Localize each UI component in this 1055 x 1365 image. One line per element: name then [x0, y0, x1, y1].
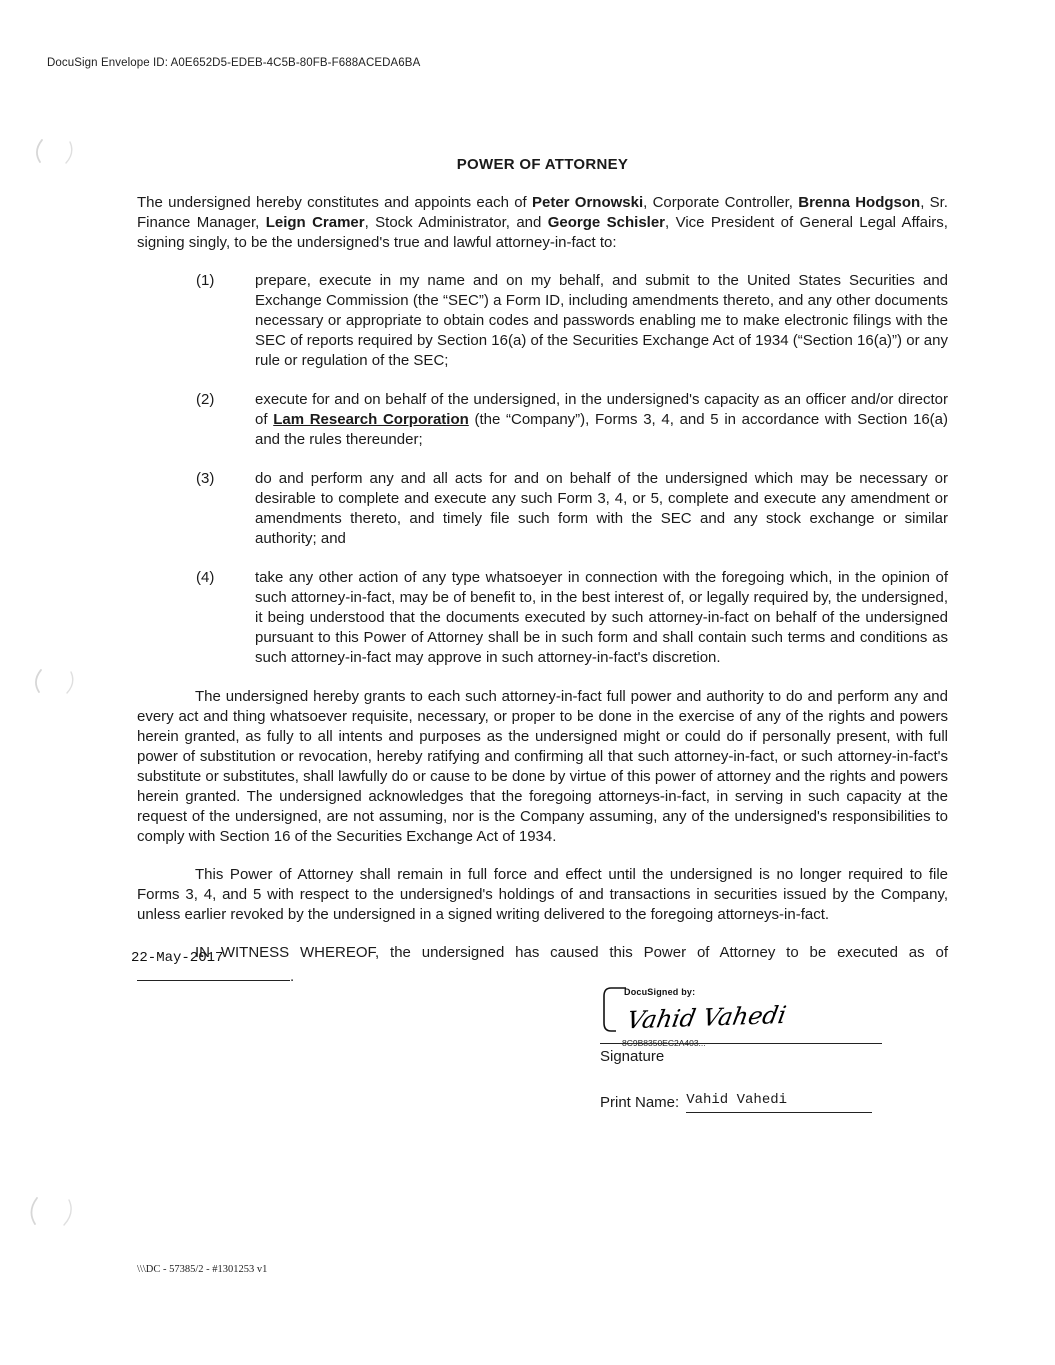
list-item: [137, 469, 948, 549]
scan-artifact: [30, 136, 76, 166]
page-title: POWER OF ATTORNEY: [456, 156, 629, 173]
list-item-number: (2): [196, 391, 215, 408]
list-item-text: do and perform any and all acts for and on behalf of the undersigned which may be necessary or desirable to complete and execute any such Form 3, 4, or 5, complete and execute any amendment or amendments thereto, and timely file such form with the SEC and any stock exchange or similar authority; and: [255, 470, 948, 547]
signature-label: Signature: [600, 1048, 665, 1065]
print-name-label: Print Name:: [600, 1094, 680, 1111]
scan-artifact: [24, 1194, 76, 1228]
docusign-envelope-id: DocuSign Envelope ID: A0E652D5-EDEB-4C5B-80FB-F688ACEDA6BA: [47, 57, 421, 69]
list-item-number: (3): [196, 470, 215, 487]
list-item-number: (4): [196, 569, 215, 586]
docusign-stamp: [600, 979, 882, 1048]
execution-date: 22-May-2017: [131, 950, 224, 966]
list-item-text: execute for and on behalf of the undersigned, in the undersigned's capacity as an officer and/or director of Lam Research Corporation (the “Company”), Forms 3, 4, and 5 in accordance with Section 16(a) and the rules thereunder;: [255, 391, 948, 448]
document-footer: \\\DC - 57385/2 - #1301253 v1: [137, 1264, 268, 1275]
document-body: [131, 155, 948, 1113]
print-name-value: Vahid Vahedi: [686, 1092, 788, 1108]
intro-paragraph: The undersigned hereby constitutes and appoints each of Peter Ornowski, Corporate Controller, Brenna Hodgson, Sr. Finance Manager, Leign Cramer, Stock Administrator, and George Schisler, Vice President of General Legal Affairs, signing singly, to be the undersigned's true and lawful attorney-in-fact to:: [137, 194, 948, 251]
list-item-text: take any other action of any type whatsoeyer in connection with the foregoing which, in the opinion of such attorney-in-fact, may be of benefit to, in the best interest of, or legally required by, the undersigned, it being understood that the documents executed by such attorney-in-fact on behalf of the undersigned pursuant to this Power of Attorney shall be in such form and shall contain such terms and conditions as such attorney-in-fact may approve in such attorney-in-fact's discretion.: [255, 569, 948, 666]
list-item: [137, 271, 948, 371]
grant-paragraph: The undersigned hereby grants to each such attorney-in-fact full power and authority to do and perform any and every act and thing whatsoever requisite, necessary, or proper to be done in the exercise of any of the rights and powers herein granted, as fully to all intents and purposes as the undersigned might or could do if personally present, with full power of substitution or revocation, hereby ratifying and confirming all that such attorney-in-fact, or such attorney-in-fact's substitute or substitutes, shall lawfully do or cause to be done by virtue of this power of attorney and the rights and powers herein granted. The undersigned acknowledges that the foregoing attorneys-in-fact, in serving in such capacity at the request of the undersigned, are not assuming, nor is the Company assuming, any of the undersigned's responsibilities to comply with Section 16 of the Securities Exchange Act of 1934.: [137, 688, 948, 845]
list-item-text: prepare, execute in my name and on my behalf, and submit to the United States Securities and Exchange Commission (the “SEC”) a Form ID, including amendments thereto, and any other documents necessary or appropriate to obtain codes and passwords enabling me to make electronic filings with the SEC of reports required by Section 16(a) of the Securities Exchange Act of 1934 (“Section 16(a)”) or any rule or regulation of the SEC;: [255, 272, 948, 369]
list-item-number: (1): [196, 272, 215, 289]
date-blank-line: [137, 967, 290, 981]
print-name-row: [600, 1089, 882, 1113]
duration-paragraph: This Power of Attorney shall remain in full force and effect until the undersigned is no longer required to file Forms 3, 4, and 5 with respect to the undersigned's holdings of and transactions in securities issued by the Company, unless earlier revoked by the undersigned in a signed writing delivered to the foregoing attorneys-in-fact.: [137, 866, 948, 923]
witness-paragraph: IN WITNESS WHEREOF, the undersigned has caused this Power of Attorney to be executed as of: [195, 944, 948, 961]
scan-artifact: [30, 666, 76, 696]
date-period: .: [290, 968, 295, 985]
print-name-field: [686, 1089, 872, 1113]
signature-block: [600, 979, 882, 1113]
docusigned-by-label: DocuSigned by:: [624, 987, 696, 997]
signature-script: Vahid Vahedi: [624, 1000, 789, 1035]
docusign-stamp-id: 8C9B8350EC2A403...: [622, 1038, 706, 1048]
list-item: [137, 568, 948, 668]
list-item: [137, 390, 948, 450]
docusign-bracket-icon: [602, 986, 626, 1034]
